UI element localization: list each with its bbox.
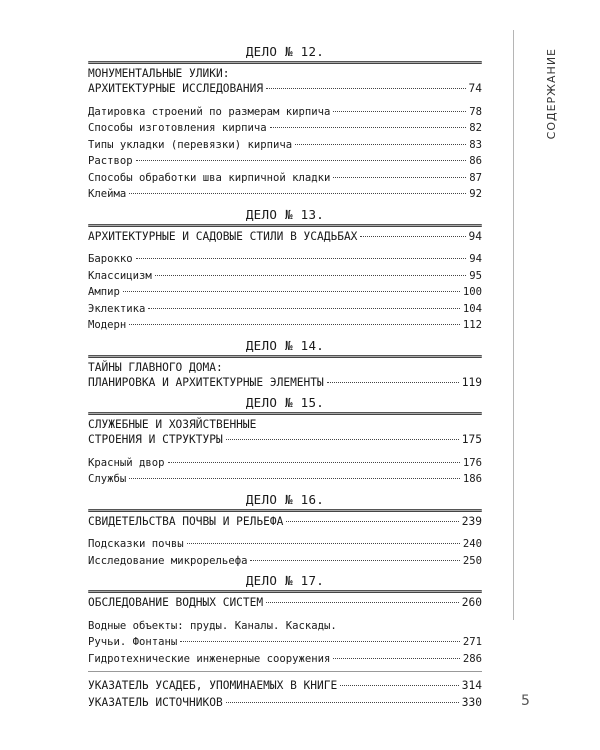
toc-entry-page: 104 — [462, 302, 482, 315]
appendix-divider — [88, 671, 482, 672]
toc-entry-title: Барокко — [88, 253, 133, 265]
toc-entry[interactable] — [88, 651, 482, 668]
case-heading-rule — [88, 61, 482, 64]
case-section-17 — [88, 595, 482, 667]
toc-entry-main[interactable] — [88, 514, 482, 531]
leader-dots — [333, 648, 459, 659]
case-heading-13 — [88, 207, 482, 223]
leader-dots — [129, 183, 466, 194]
toc-entry-page: 100 — [462, 286, 482, 298]
toc-entry-title: Датировка строений по размерам кирпича — [88, 105, 331, 118]
toc-entry[interactable] — [88, 186, 482, 203]
toc-entry-title: АРХИТЕКТУРНЫЕ И САДОВЫЕ СТИЛИ В УСАДЬБАХ — [88, 229, 358, 243]
toc-entry-page: 119 — [461, 375, 482, 389]
toc-entry-page: 86 — [469, 155, 482, 167]
case-heading-15 — [88, 395, 482, 411]
toc-entry-main[interactable] — [88, 81, 482, 98]
leader-dots — [266, 592, 459, 603]
toc-entry-title: Классицизм — [88, 269, 152, 282]
toc-entry-title: Гидротехнические инженерные сооружения — [88, 652, 331, 665]
leader-dots — [340, 675, 459, 686]
leader-dots — [187, 533, 460, 544]
leader-dots — [333, 167, 466, 178]
toc-entry[interactable] — [88, 553, 482, 570]
leader-dots — [123, 281, 460, 292]
case-heading-16 — [88, 492, 482, 508]
toc-entry-title: Эклектика — [88, 302, 146, 315]
toc-entry-title: ПЛАНИРОВКА И АРХИТЕКТУРНЫЕ ЭЛЕМЕНТЫ — [88, 375, 324, 389]
toc-entry-page: 95 — [469, 269, 482, 282]
toc-entry-title: Ампир — [88, 286, 120, 298]
toc-entry-title: Службы — [88, 473, 127, 485]
toc-entry-page: 176 — [462, 456, 482, 469]
case-section-15 — [88, 417, 482, 488]
toc-entry-page: 112 — [462, 319, 482, 331]
toc-entry-title: Модерн — [88, 319, 127, 331]
toc-entry-page: 239 — [461, 514, 482, 528]
toc-entry-title: УКАЗАТЕЛЬ ИСТОЧНИКОВ — [88, 695, 223, 709]
leader-dots — [250, 550, 459, 561]
case-section-13 — [88, 229, 482, 334]
leader-dots — [360, 226, 465, 237]
toc-entry-page: 314 — [461, 679, 482, 692]
toc-entry-main[interactable] — [88, 432, 482, 449]
sidebar-title: СОДЕРЖАНИЕ — [545, 48, 558, 140]
toc-entry-title: СТРОЕНИЯ И СТРУКТУРЫ — [88, 433, 223, 446]
toc-entry-title: Способы изготовления кирпича — [88, 122, 267, 134]
toc-entry-title: Водные объекты: пруды. Каналы. Каскады. — [88, 619, 337, 632]
toc-entry-title: Раствор — [88, 155, 133, 167]
toc-entry-main[interactable] — [88, 375, 482, 392]
toc-entry[interactable] — [88, 471, 482, 488]
case-heading-rule — [88, 412, 482, 415]
toc-entry-page: 83 — [469, 138, 482, 151]
toc-entry-page: 186 — [462, 473, 482, 485]
toc-entry-page: 250 — [462, 554, 482, 567]
table-of-contents — [88, 44, 482, 715]
toc-entry-page: 87 — [469, 171, 482, 184]
toc-entry-page: 78 — [469, 105, 482, 118]
toc-entry-page: 240 — [462, 538, 482, 550]
toc-entry-page: 82 — [469, 122, 482, 134]
leader-dots — [327, 372, 459, 383]
case-section-14 — [88, 360, 482, 392]
case-heading-text: ДЕЛО № 13. — [245, 206, 325, 222]
toc-entry-title: Подсказки почвы — [88, 538, 184, 550]
case-heading-17 — [88, 573, 482, 589]
section-title-line: СЛУЖЕБНЫЕ И ХОЗЯЙСТВЕННЫЕ — [88, 418, 257, 431]
appendix-section — [88, 678, 482, 711]
toc-entry-page: 286 — [462, 652, 482, 665]
toc-entry-title: Клейма — [88, 188, 127, 200]
toc-entry-page: 94 — [468, 229, 482, 243]
case-heading-text: ДЕЛО № 17. — [245, 573, 325, 588]
leader-dots — [148, 298, 459, 309]
leader-dots — [295, 134, 466, 145]
toc-entry-page: 271 — [462, 636, 482, 648]
toc-entry-title: Типы укладки (перевязки) кирпича — [88, 138, 293, 151]
case-heading-text: ДЕЛО № 16. — [245, 491, 325, 507]
leader-dots — [129, 468, 460, 479]
page-number: 5 — [521, 693, 530, 709]
toc-entry-main[interactable] — [88, 595, 482, 612]
leader-dots — [129, 314, 460, 325]
sidebar-divider — [513, 30, 514, 620]
toc-entry-title: ОБСЛЕДОВАНИЕ ВОДНЫХ СИСТЕМ — [88, 596, 264, 609]
leader-dots — [180, 631, 460, 642]
leader-dots — [270, 117, 467, 128]
case-section-16 — [88, 514, 482, 570]
leader-dots — [286, 511, 458, 522]
toc-entry-page: 74 — [468, 82, 482, 95]
toc-entry-title: Ручьи. Фонтаны — [88, 636, 178, 648]
toc-entry-title: УКАЗАТЕЛЬ УСАДЕБ, УПОМИНАЕМЫХ В КНИГЕ — [88, 679, 338, 692]
toc-entry-page: 330 — [461, 695, 482, 709]
leader-dots — [266, 78, 465, 89]
toc-entry[interactable] — [88, 317, 482, 334]
toc-entry-title: Исследование микрорельефа — [88, 554, 248, 567]
section-title-line: МОНУМЕНТАЛЬНЫЕ УЛИКИ: — [88, 67, 230, 80]
toc-entry-page: 92 — [469, 188, 482, 200]
leader-dots — [226, 692, 459, 703]
toc-entry-title: Красный двор — [88, 456, 165, 469]
case-heading-12 — [88, 44, 482, 60]
toc-entry-appendix[interactable] — [88, 695, 482, 712]
case-heading-rule — [88, 355, 482, 358]
leader-dots — [136, 150, 467, 161]
toc-entry-page: 260 — [461, 596, 482, 609]
case-heading-14 — [88, 338, 482, 354]
toc-entry-title: Способы обработки шва кирпичной кладки — [88, 171, 331, 184]
section-title-line: ТАЙНЫ ГЛАВНОГО ДОМА: — [88, 360, 223, 374]
leader-dots — [136, 248, 467, 259]
leader-dots — [226, 429, 459, 440]
leader-dots — [155, 265, 466, 276]
leader-dots — [168, 452, 460, 463]
leader-dots — [333, 101, 466, 112]
case-heading-text: ДЕЛО № 15. — [245, 395, 325, 410]
toc-entry-page: 94 — [469, 253, 482, 265]
toc-entry-title: СВИДЕТЕЛЬСТВА ПОЧВЫ И РЕЛЬЕФА — [88, 514, 284, 528]
case-heading-text: ДЕЛО № 14. — [245, 337, 325, 353]
toc-entry-page: 175 — [461, 433, 482, 446]
toc-entry-title: АРХИТЕКТУРНЫЕ ИССЛЕДОВАНИЯ — [88, 82, 264, 95]
toc-entry-main[interactable] — [88, 229, 482, 246]
case-section-12 — [88, 66, 482, 203]
case-heading-text: ДЕЛО № 12. — [245, 44, 325, 59]
